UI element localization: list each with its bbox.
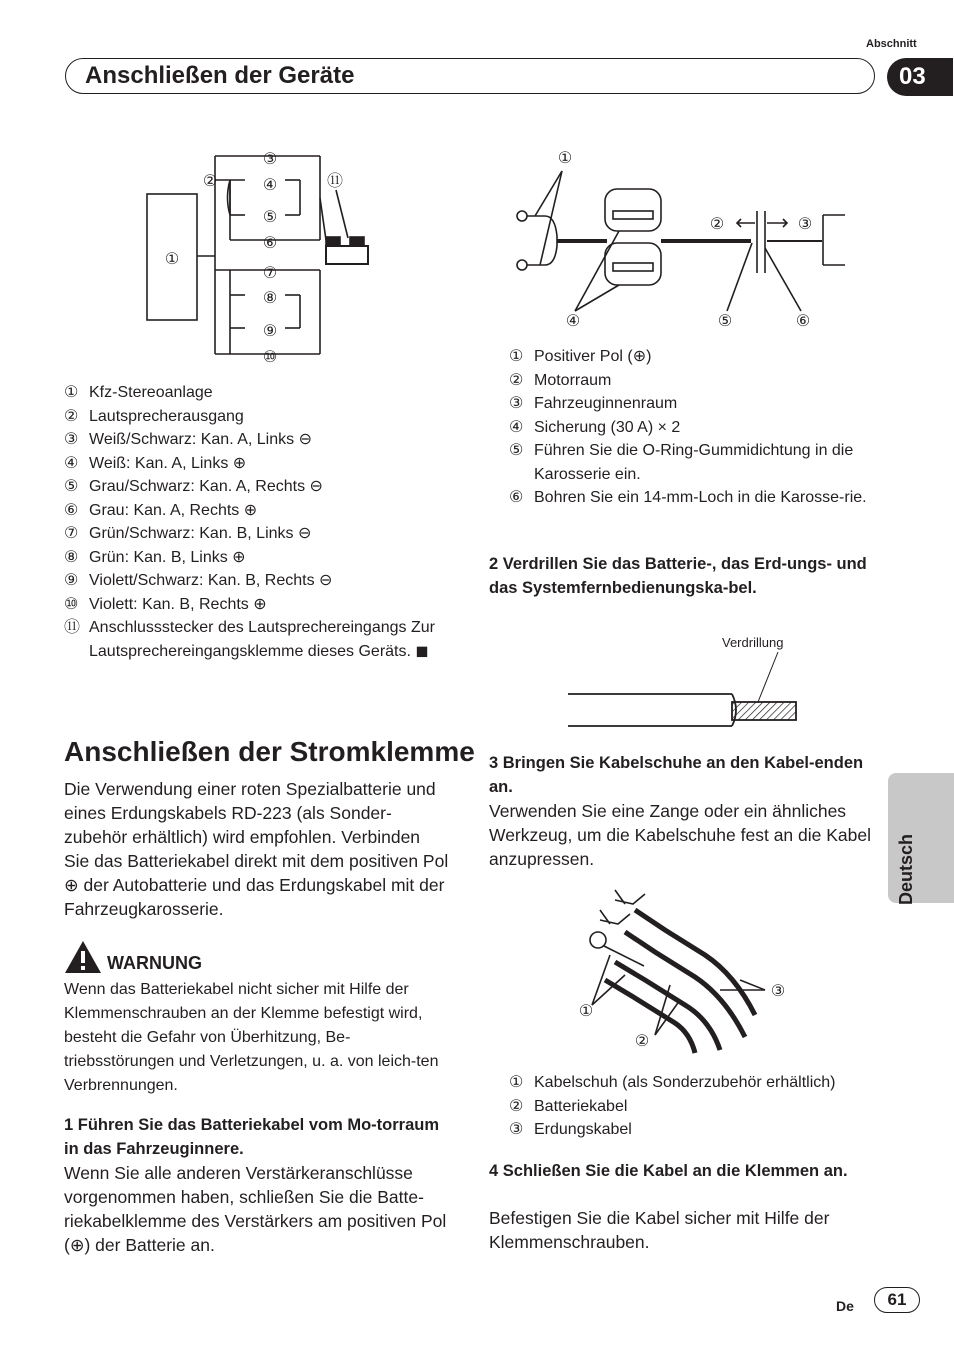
- callout-1: ①: [557, 150, 573, 167]
- step-3-heading: 3 Bringen Sie Kabelschuhe an den Kabel-enden an.: [489, 754, 864, 796]
- legend-item: ① Kfz-Stereoanlage: [64, 384, 213, 401]
- legend-battery-routing: [509, 345, 874, 510]
- step-1-text: Wenn Sie alle anderen Verstärkeranschlüsse vorgenommen haben, schließen Sie die Batte-riekabelklemme des Verstärkers am positiven Pol (⊕) der Batterie an.: [64, 1163, 447, 1255]
- legend-item: ① Positiver Pol (⊕): [509, 348, 652, 365]
- section-label: Abschnitt: [866, 38, 917, 50]
- callout-1: ①: [578, 1003, 594, 1020]
- callout-3: ③: [797, 216, 813, 233]
- callout-3: ③: [770, 983, 786, 1000]
- page-title: Anschließen der Geräte: [85, 62, 355, 89]
- cable-lug-diagram: [570, 880, 800, 1060]
- callout-7: ⑦: [262, 265, 278, 282]
- warning-text: Wenn das Batteriekabel nicht sicher mit Hilfe der Klemmenschrauben an der Klemme befestigt wird, besteht die Gefahr von Überhitzung, Be-triebsstörungen und Verletzungen, u. a. von leich-ten Verbrennungen.: [64, 981, 439, 1094]
- callout-5: ⑤: [262, 209, 278, 226]
- legend-item: ⑤ Führen Sie die O-Ring-Gummidichtung in die Karosserie ein.: [509, 442, 854, 483]
- legend-cable-lugs: [509, 1071, 889, 1142]
- callout-11: ⑪: [326, 173, 344, 190]
- callout-4: ④: [262, 177, 278, 194]
- callout-9: ⑨: [262, 323, 278, 340]
- twist-diagram: [560, 650, 810, 730]
- legend-item: ③ Weiß/Schwarz: Kan. A, Links ⊖: [64, 431, 312, 448]
- callout-8: ⑧: [262, 290, 278, 307]
- callout-5: ⑤: [717, 313, 733, 330]
- legend-item: ⑤ Grau/Schwarz: Kan. A, Rechts ⊖: [64, 478, 323, 495]
- step-1-heading: 1 Führen Sie das Batteriekabel vom Mo-torraum in das Fahrzeuginnere.: [64, 1116, 440, 1158]
- legend-item: ⑪ Anschlussstecker des Lautsprechereingangs Zur Lautsprechereingangsklemme dieses Geräts. ◼: [64, 619, 435, 660]
- callout-2: ②: [202, 173, 218, 190]
- section-intro: Die Verwendung einer roten Spezialbatterie und eines Erdungskabels RD-223 (als Sonder-zubehör erhältlich) wird empfohlen. Verbinden Sie das Batteriekabel direkt mit dem positiven Pol ⊕ der Autobatterie und das Erdungskabel mit der Fahrzeugkarosserie.: [64, 779, 449, 919]
- callout-1: ①: [164, 251, 180, 268]
- footer-language: De: [836, 1298, 854, 1314]
- legend-item: ④ Weiß: Kan. A, Links ⊕: [64, 454, 247, 472]
- language-tab-label: Deutsch: [896, 833, 916, 905]
- step-3-text: Verwenden Sie eine Zange oder ein ähnliches Werkzeug, um die Kabelschuhe fest an die Kabel anzupressen.: [489, 801, 871, 869]
- callout-4: ④: [565, 313, 581, 330]
- legend-item: ② Batteriekabel: [509, 1097, 628, 1115]
- twist-label: Verdrillung: [722, 635, 784, 650]
- section-number-badge: 03: [887, 58, 953, 96]
- step-2-heading: 2 Verdrillen Sie das Batterie-, das Erd-ungs- und das Systemfernbedienungska-bel.: [489, 555, 867, 597]
- page-number: 61: [874, 1287, 920, 1313]
- legend-item: ⑧ Grün: Kan. B, Links ⊕: [64, 548, 246, 566]
- battery-routing-diagram: [505, 143, 855, 335]
- legend-item: ⑥ Bohren Sie ein 14-mm-Loch in die Karosse-rie.: [509, 489, 867, 506]
- warning-icon: [64, 940, 102, 974]
- section-title: Anschließen der Stromklemme: [64, 736, 475, 767]
- legend-item: ⑥ Grau: Kan. A, Rechts ⊕: [64, 501, 258, 519]
- callout-6: ⑥: [262, 235, 278, 252]
- legend-item: ④ Sicherung (30 A) × 2: [509, 418, 681, 436]
- callout-10: ⑩: [262, 349, 278, 366]
- legend-item: ③ Erdungskabel: [509, 1121, 632, 1138]
- legend-item: ② Lautsprecherausgang: [64, 407, 244, 425]
- legend-item: ⑦ Grün/Schwarz: Kan. B, Links ⊖: [64, 525, 312, 542]
- legend-item: ⑩ Violett: Kan. B, Rechts ⊕: [64, 595, 267, 613]
- legend-item: ③ Fahrzeuginnenraum: [509, 395, 678, 412]
- step-4-text: Befestigen Sie die Kabel sicher mit Hilfe der Klemmenschrauben.: [489, 1208, 830, 1252]
- warning-title: WARNUNG: [107, 953, 202, 973]
- legend-item: ① Kabelschuh (als Sonderzubehör erhältlich): [509, 1074, 836, 1091]
- callout-6: ⑥: [795, 313, 811, 330]
- legend-item: ⑨ Violett/Schwarz: Kan. B, Rechts ⊖: [64, 572, 333, 589]
- legend-item: ② Motorraum: [509, 371, 612, 389]
- callout-3: ③: [262, 151, 278, 168]
- callout-2: ②: [634, 1033, 650, 1050]
- legend-wiring: [64, 381, 454, 663]
- step-4-heading: 4 Schließen Sie die Kabel an die Klemmen an.: [489, 1162, 848, 1180]
- speaker-wiring-diagram: [140, 140, 380, 370]
- callout-2: ②: [709, 216, 725, 233]
